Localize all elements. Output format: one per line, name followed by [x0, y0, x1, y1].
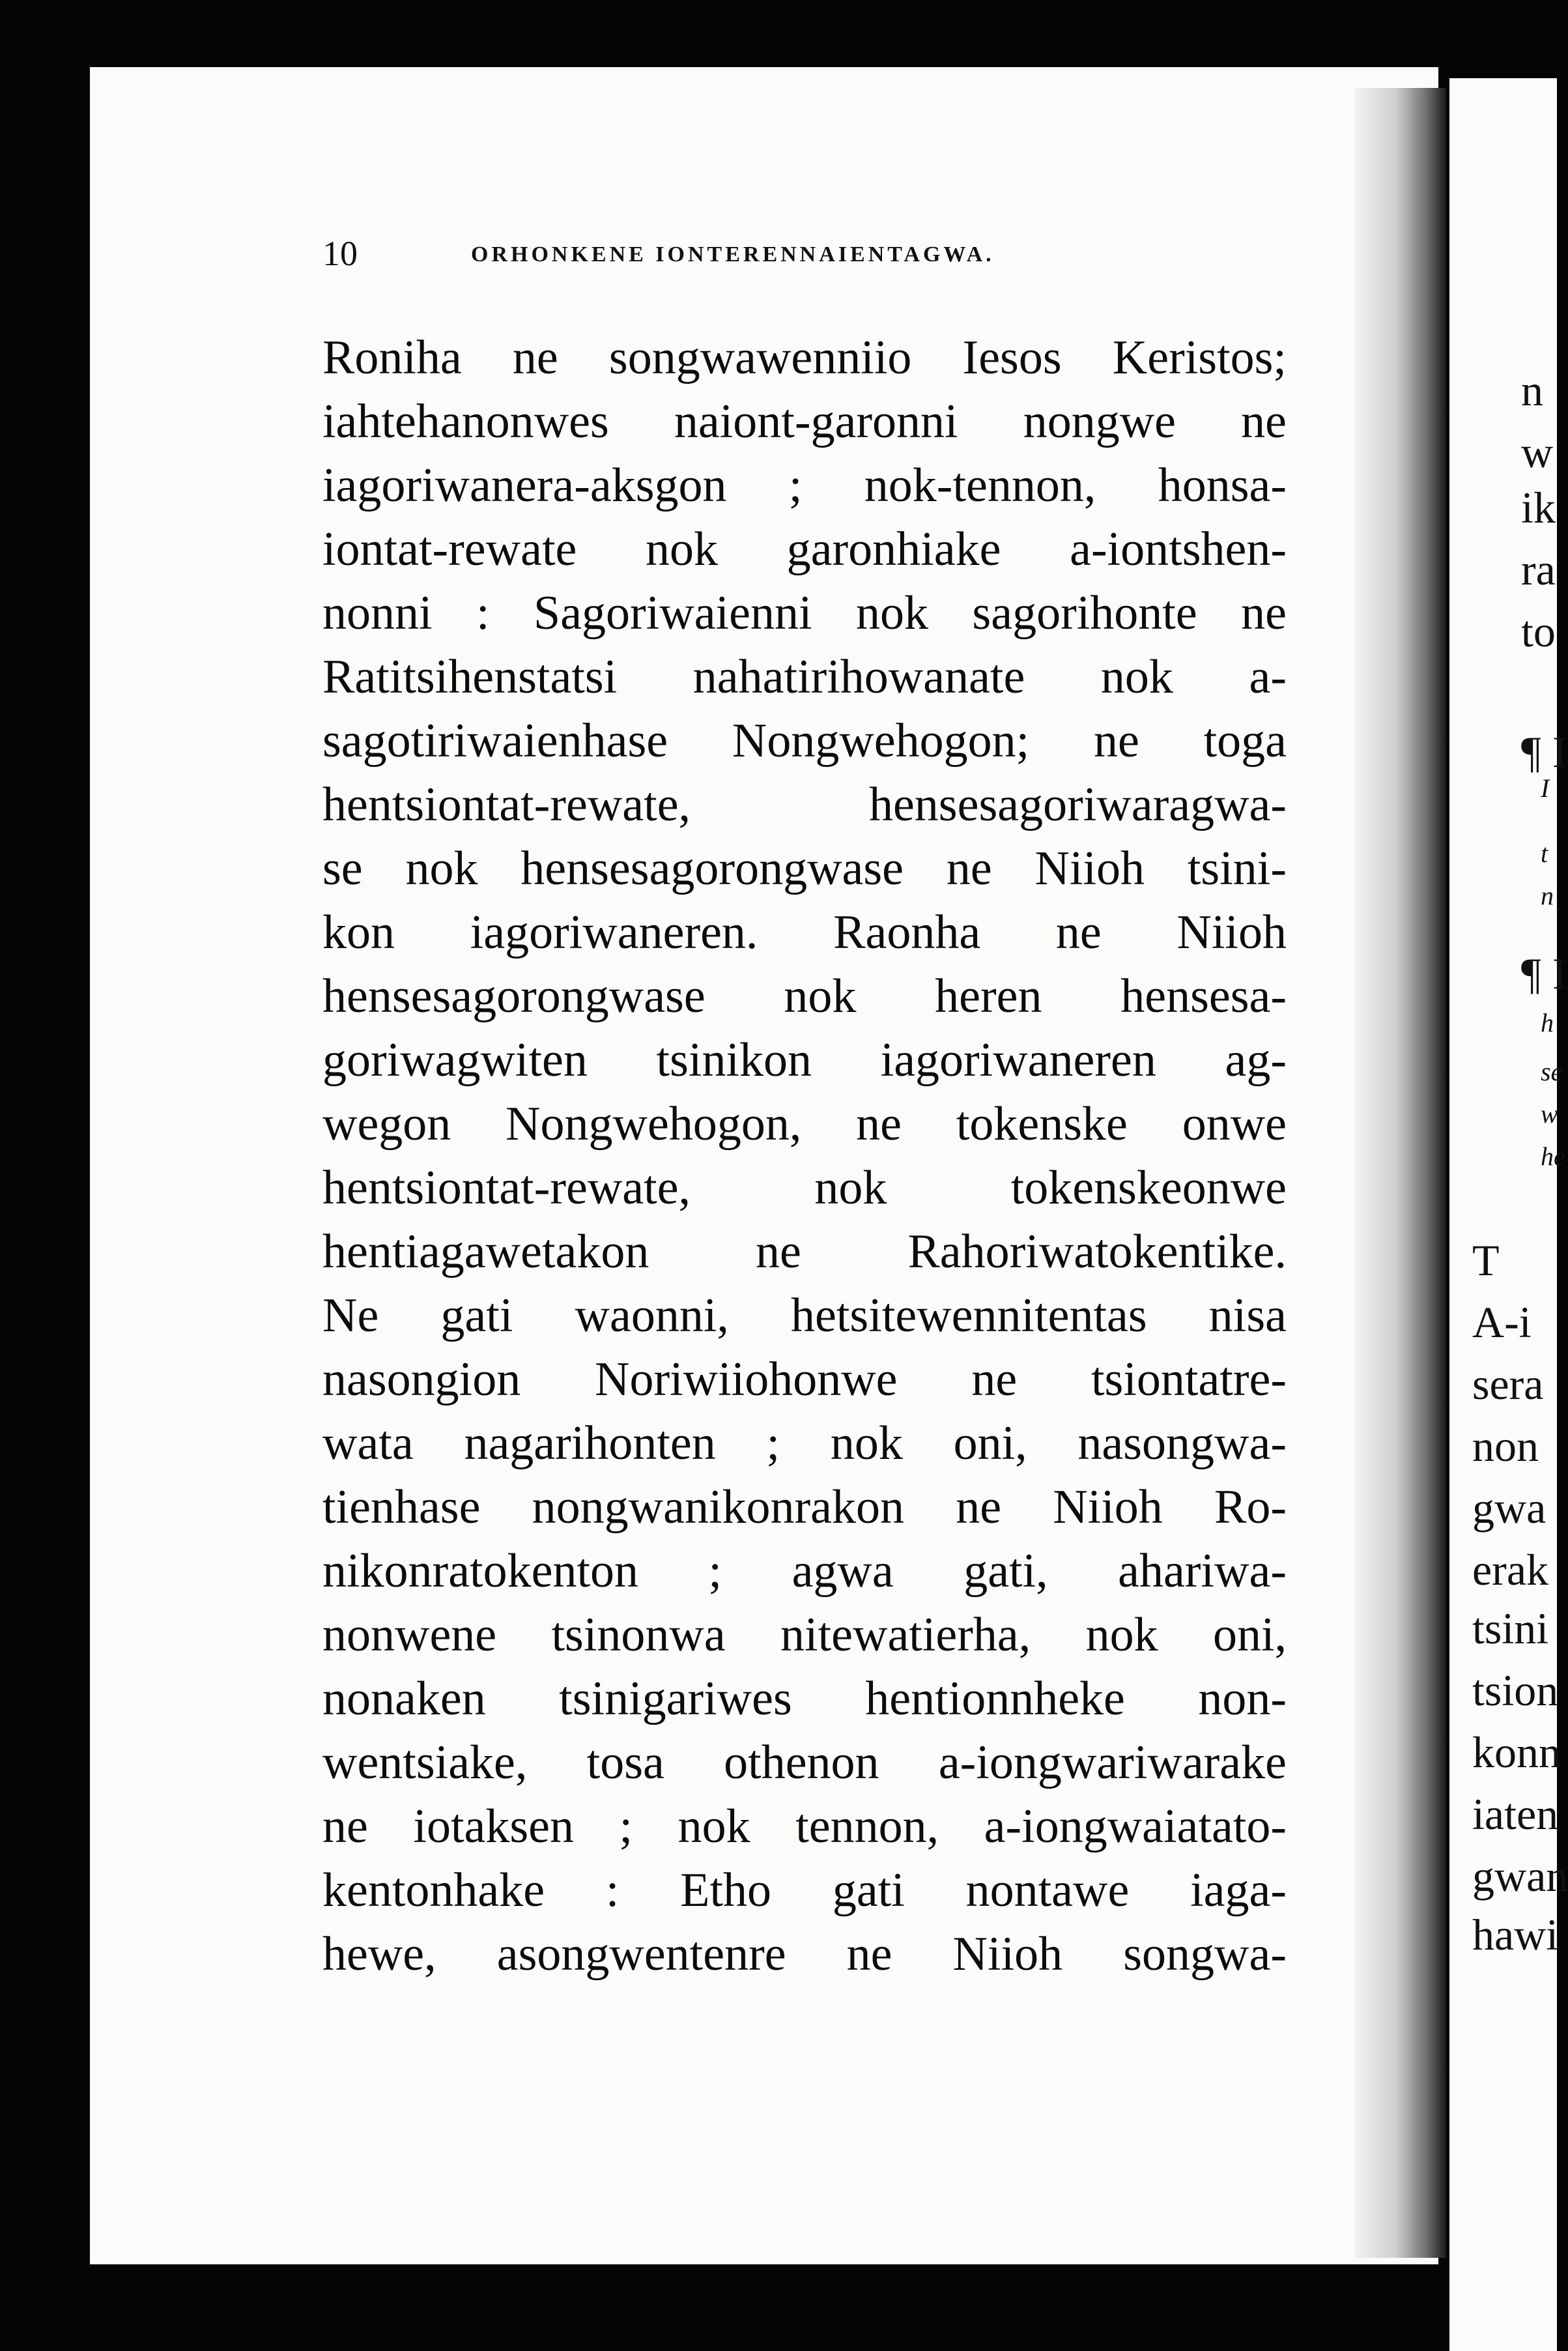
facing-page-fragment: iaten [1472, 1789, 1559, 1839]
facing-page-fragment: ¶ I [1521, 727, 1567, 777]
facing-page-fragment: ra [1521, 545, 1556, 594]
text-line: iontat-rewate nok garonhiake a-iontshen- [322, 523, 1287, 576]
text-line: iahtehanonwes naiont-garonni nongwe ne [322, 395, 1287, 448]
text-line: Ne gati waonni, hetsitewennitentas nisa [322, 1289, 1287, 1342]
text-line: hensesagorongwase nok heren hensesa- [322, 970, 1287, 1023]
text-line: kentonhake : Etho gati nontawe iaga- [322, 1864, 1287, 1917]
facing-page-fragment: he [1541, 1142, 1565, 1171]
text-line: ne iotaksen ; nok tennon, a-iongwaiatato- [322, 1800, 1287, 1853]
text-line: hentsiontat-rewate, hensesagoriwaragwa- [322, 778, 1287, 831]
facing-page-fragment: n [1541, 881, 1554, 910]
text-line: kon iagoriwaneren. Raonha ne Niioh [322, 906, 1287, 959]
text-line: wata nagarihonten ; nok oni, nasongwa- [322, 1417, 1287, 1470]
text-line: Ratitsihenstatsi nahatirihowanate nok a- [322, 650, 1287, 704]
page-number: 10 [322, 234, 358, 273]
facing-page-fragment: t [1541, 839, 1548, 868]
facing-page-fragment: gwan [1472, 1851, 1568, 1901]
facing-page-fragment: w [1521, 427, 1554, 477]
text-line: tienhase nongwanikonrakon ne Niioh Ro- [322, 1480, 1287, 1534]
text-line: wentsiake, tosa othenon a-iongwariwarake [322, 1736, 1287, 1789]
text-line: Roniha ne songwawenniio Iesos Keristos; [322, 331, 1287, 384]
text-line: nonni : Sagoriwaienni nok sagorihonte ne [322, 586, 1287, 640]
facing-page-fragment: gwa [1472, 1483, 1547, 1533]
facing-page-fragment: hawi [1472, 1910, 1559, 1959]
facing-page-fragment: se [1541, 1057, 1563, 1086]
facing-page-fragment: ik [1521, 483, 1556, 532]
facing-page-fragment: h [1541, 1008, 1554, 1037]
text-line: goriwagwiten tsinikon iagoriwaneren ag- [322, 1033, 1287, 1087]
facing-page-fragment: A-i [1472, 1297, 1532, 1347]
text-line: sagotiriwaienhase Nongwehogon; ne toga [322, 714, 1287, 768]
facing-page-fragment: I [1541, 773, 1550, 803]
text-line: wegon Nongwehogon, ne tokenske onwe [322, 1097, 1287, 1151]
facing-page-fragment: w [1541, 1099, 1558, 1129]
facing-page-fragment: tsini [1472, 1604, 1549, 1653]
facing-page-fragment: n [1521, 366, 1543, 415]
facing-page-fragment: erak [1472, 1545, 1549, 1594]
body-text [322, 326, 1287, 1986]
text-line: hewe, asongwentenre ne Niioh songwa- [322, 1927, 1287, 1981]
facing-page-fragment: sera [1472, 1359, 1544, 1409]
page-gutter-shadow [1355, 88, 1446, 2258]
text-line: iagoriwanera-aksgon ; nok-tennon, honsa- [322, 459, 1287, 512]
facing-page-fragment: T [1472, 1235, 1500, 1285]
facing-page-fragment: ¶ I [1521, 949, 1567, 998]
facing-page-fragment: to [1521, 607, 1556, 656]
text-line: nasongion Noriwiiohonwe ne tsiontatre- [322, 1353, 1287, 1406]
text-line: nonwene tsinonwa nitewatierha, nok oni, [322, 1608, 1287, 1662]
text-line: hentsiontat-rewate, nok tokenskeonwe [322, 1161, 1287, 1215]
facing-page-fragment: tsion [1472, 1666, 1559, 1715]
facing-page-edge [1449, 78, 1568, 2351]
facing-page-fragment: konn [1472, 1727, 1561, 1777]
running-title: ORHONKENE IONTERENNAIENTAGWA. [471, 242, 995, 267]
text-line: se nok hensesagorongwase ne Niioh tsini- [322, 842, 1287, 895]
text-line: nikonratokenton ; agwa gati, ahariwa- [322, 1544, 1287, 1598]
facing-page-fragment: non [1472, 1421, 1539, 1471]
page-header [322, 233, 1287, 279]
text-line: nonaken tsinigariwes hentionnheke non- [322, 1672, 1287, 1725]
text-line: hentiagawetakon ne Rahoriwatokentike. [322, 1225, 1287, 1278]
